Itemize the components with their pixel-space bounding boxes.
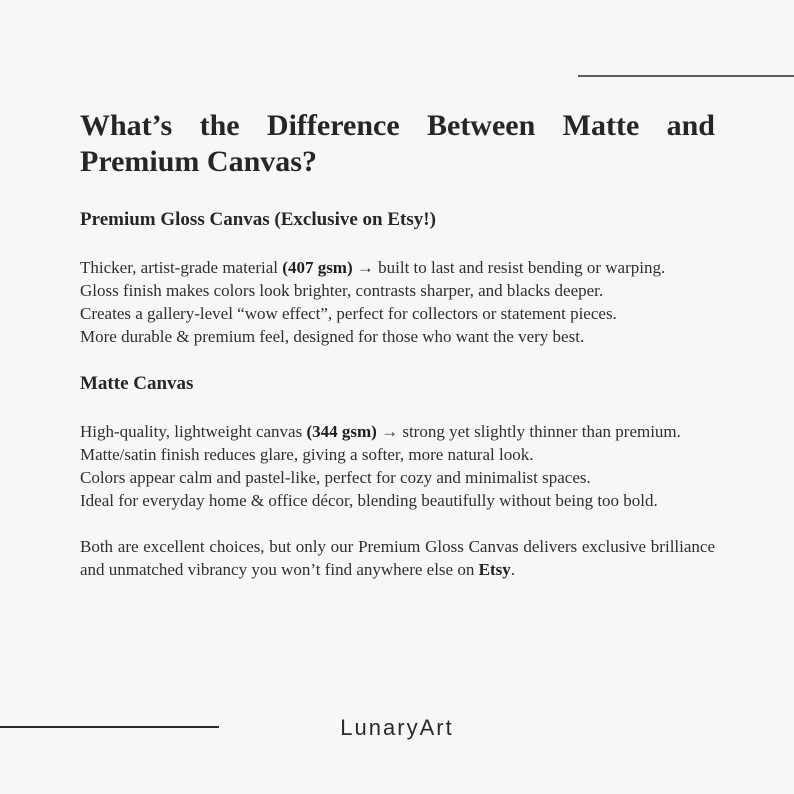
closing-text: Both are excellent choices, but only our Premium Gloss Canvas delivers exclusive brilliance and unmatched vibrancy you won’t find anywhere else on	[80, 537, 715, 579]
premium-feature-durability: More durable & premium feel, designed for those who want the very best.	[80, 327, 585, 346]
premium-feature-thickness	[80, 256, 715, 279]
main-content	[80, 108, 715, 581]
matte-features	[80, 420, 715, 512]
matte-feature-finish: Matte/satin finish reduces glare, giving a softer, more natural look.	[80, 445, 534, 464]
matte-feature-thickness-rest: → strong yet slightly thinner than premium.	[376, 422, 681, 441]
matte-section-heading: Matte Canvas	[80, 373, 194, 394]
premium-feature-thickness-rest: → built to last and resist bending or warping.	[352, 258, 666, 277]
closing-statement	[80, 535, 715, 581]
matte-feature-colors: Colors appear calm and pastel-like, perfect for cozy and minimalist spaces.	[80, 468, 591, 487]
closing-etsy-bold: Etsy	[478, 560, 511, 579]
page-title: What’s the Difference Between Matte and Premium Canvas?	[80, 109, 715, 178]
closing-period: .	[510, 560, 515, 579]
matte-feature-usage: Ideal for everyday home & office décor, blending beautifully without being too bold.	[80, 491, 658, 510]
premium-features	[80, 256, 715, 348]
premium-gsm-value: (407 gsm)	[282, 258, 353, 277]
matte-feature-thickness-text: High-quality, lightweight canvas	[80, 422, 307, 441]
brand-logo-text: LunaryArt	[340, 715, 454, 740]
closing-paragraph	[80, 535, 715, 581]
premium-feature-thickness-text: Thicker, artist-grade material	[80, 258, 283, 277]
top-decorative-rule	[578, 75, 794, 77]
premium-section-heading: Premium Gloss Canvas (Exclusive on Etsy!)	[80, 209, 436, 230]
premium-feature-effect: Creates a gallery-level “wow effect”, perfect for collectors or statement pieces.	[80, 304, 617, 323]
matte-gsm-value: (344 gsm)	[306, 422, 377, 441]
premium-feature-finish: Gloss finish makes colors look brighter, contrasts sharper, and blacks deeper.	[80, 281, 604, 300]
matte-feature-thickness	[80, 420, 715, 443]
bottom-decorative-rule	[0, 726, 219, 728]
